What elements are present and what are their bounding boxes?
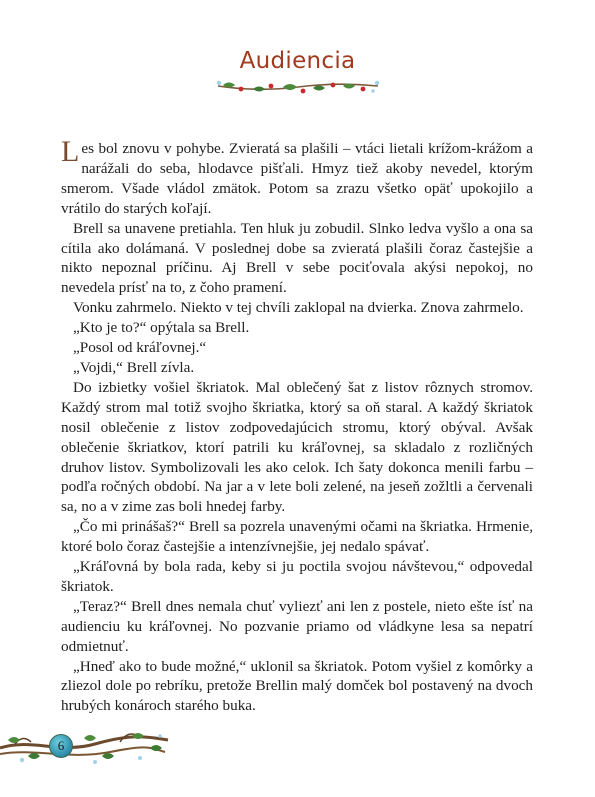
body-text xyxy=(61,135,533,716)
page-title: Audiencia xyxy=(239,48,356,74)
dropcap: L xyxy=(61,135,80,168)
paragraph: „Posol od kráľovnej.“ xyxy=(73,339,207,357)
paragraph: „Teraz?“ Brell dnes nemala chuť vyliezť ani len z postele, nieto ešte ísť na audienciu ku kráľovnej. No pozvanie priamo od vládkyne lesa sa nepatrí odmietnuť. xyxy=(61,597,533,655)
page-number: 6 xyxy=(49,734,73,758)
vine-branch-icon xyxy=(0,714,170,774)
paragraph: Brell sa unavene pretiahla. Ten hluk ju zobudil. Slnko ledva vyšlo a ona sa cítila ako dolámaná. V poslednej dobe sa zvieratá plašili čoraz častejšie a nikto nepoznal príčinu. Aj Brell v sebe pociťovala akýsi nepokoj, no nevedela prísť na to, z čoho pramení. xyxy=(61,219,533,297)
holly-garland-icon xyxy=(213,77,383,97)
paragraph: Vonku zahrmelo. Niekto v tej chvíli zaklopal na dvierka. Znova zahrmelo. xyxy=(73,299,524,317)
paragraph-text: es bol znovu v pohybe. Zvieratá sa plašili – vtáci lietali krížom-krážom a narážali do seba, hlodavce pišťali. Hmyz tiež akoby nevedel, ktorým smerom. Všade vládol zmätok. Potom sa zrazu všetko opäť upokojilo a vrátilo do starých koľají. xyxy=(61,140,533,217)
paragraph xyxy=(61,135,533,219)
paragraph: „Čo mi prinášaš?“ Brell sa pozrela unavenými očami na škriatka. Hrmenie, ktoré bolo čoraz častejšie a intenzívnejšie, jej nedalo spávať. xyxy=(61,518,533,556)
paragraph: Do izbietky vošiel škriatok. Mal oblečený šat z listov rôznych stromov. Každý strom mal totiž svojho škriatka, ktorý sa oň staral. A každý škriatok nosil oblečenie z listov zodpovedajúcich stromu, ktorý obýval. Avšak oblečenie škriatkov, ktorí patrili ku kráľovnej, sa skladalo z rozličných druhov listov. Symbolizovali les ako celok. Ich šaty dokonca menili farbu – podľa ročných období. Na jar a v lete boli zelené, na jeseň zožltli a červenali sa, no a v zime zas boli hnedej farby. xyxy=(61,378,533,516)
paragraph: „Hneď ako to bude možné,“ uklonil sa škriatok. Potom vyšiel z komôrky a zliezol dole po rebríku, pretože Brellin malý domček bol postavený na dvoch hrubých konároch starého buka. xyxy=(61,657,533,715)
paragraph: „Vojdi,“ Brell zívla. xyxy=(73,358,195,376)
paragraph: „Kto je to?“ opýtala sa Brell. xyxy=(73,319,250,337)
paragraph: „Kráľovná by bola rada, keby si ju poctila svojou návštevou,“ odpovedal škriatok. xyxy=(61,558,533,595)
